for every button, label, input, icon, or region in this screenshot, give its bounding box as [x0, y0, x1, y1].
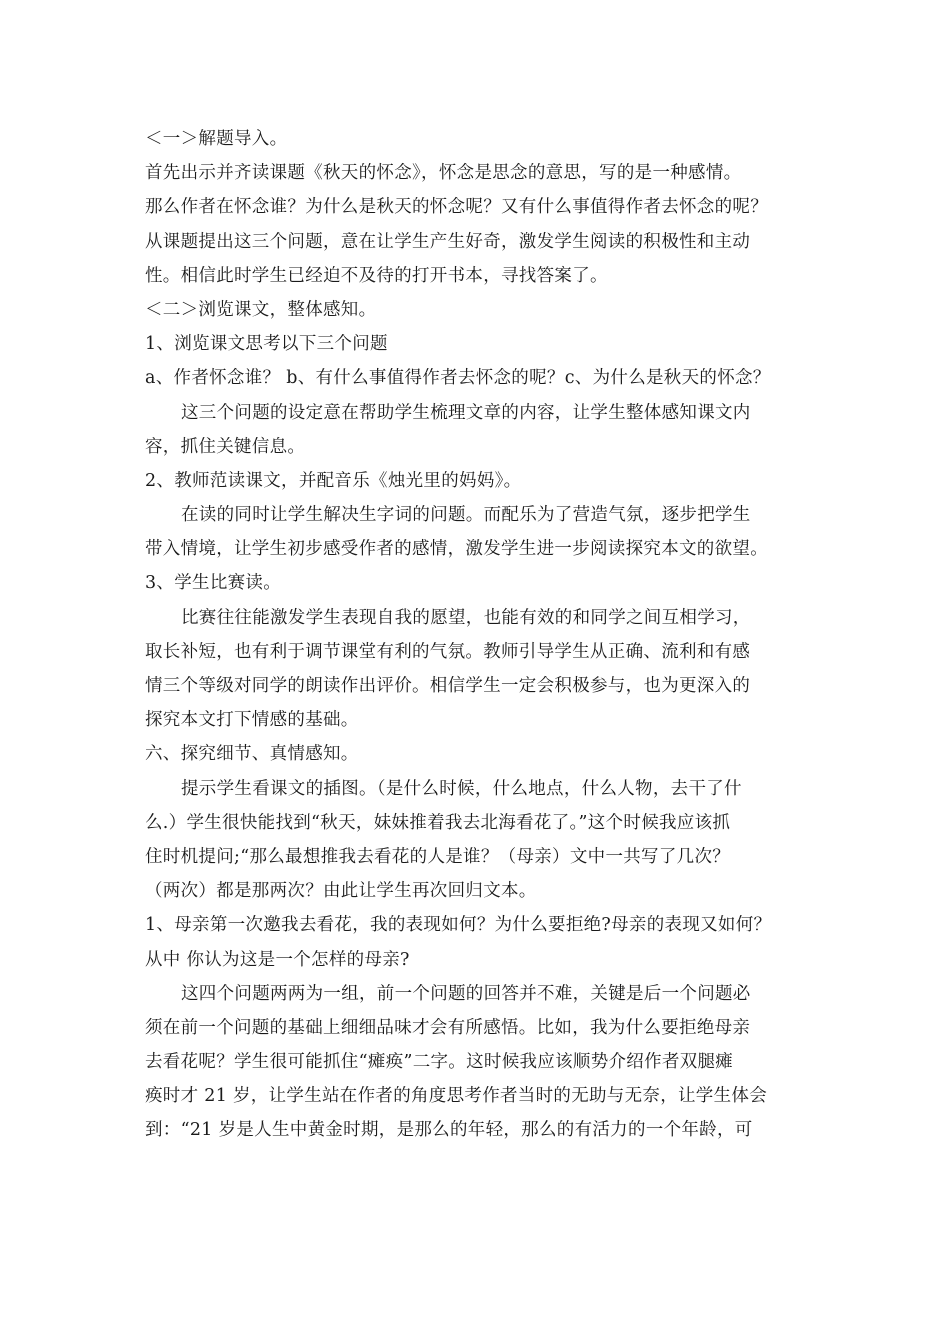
- text-line: 从课题提出这三个问题，意在让学生产生好奇，激发学生阅读的积极性和主动: [145, 231, 751, 252]
- section-heading: ＜二＞浏览课文，整体感知。: [145, 299, 377, 320]
- text-line: 痪时才 21 岁，让学生站在作者的角度思考作者当时的无助与无奈，让学生体会: [145, 1086, 767, 1107]
- text-line: 情三个等级对同学的朗读作出评价。相信学生一定会积极参与，也为更深入的: [145, 676, 751, 696]
- text-line: ＜一＞解题导入。: [145, 129, 288, 149]
- text-line: 到：“21 岁是人生中黄金时期，是那么的年轻，那么的有活力的一个年龄，可: [145, 1120, 753, 1141]
- text-line: 2、教师范读课文，并配音乐《烛光里的妈妈》。: [145, 470, 522, 491]
- section-heading: 六、探究细节、真情感知。: [145, 744, 359, 765]
- text-line: 住时机提问;“那么最想推我去看花的人是谁？（母亲）文中一共写了几次？: [145, 846, 731, 867]
- text-line: 1、母亲第一次邀我去看花，我的表现如何？为什么要拒绝?母亲的表现又如何？: [145, 915, 772, 936]
- text-line: 这四个问题两两为一组，前一个问题的回答并不难，关键是后一个问题必: [181, 983, 751, 1004]
- text-line: 那么作者在怀念谁？为什么是秋天的怀念呢？又有什么事值得作者去怀念的呢？: [145, 197, 768, 218]
- text-line: 这三个问题的设定意在帮助学生梳理文章的内容，让学生整体感知课文内: [181, 402, 751, 423]
- text-line: 1、浏览课文思考以下三个问题: [145, 334, 388, 355]
- text-line: （两次）都是那两次？由此让学生再次回归文本。: [145, 881, 537, 902]
- text-line: 去看花呢？学生很可能抓住“瘫痪”二字。这时候我应该顺势介绍作者双腿瘫: [145, 1052, 734, 1073]
- text-line: 取长补短，也有利于调节课堂有利的气氛。教师引导学生从正确、流利和有感: [145, 641, 751, 662]
- text-line: a、作者怀念谁？ b、有什么事值得作者去怀念的呢？c、为什么是秋天的怀念？: [145, 368, 771, 389]
- text-line: 带入情境，让学生初步感受作者的感情，激发学生进一步阅读探究本文的欲望。: [145, 539, 768, 560]
- text-line: 么.）学生很快能找到“秋天，妹妹推着我去北海看花了。”这个时候我应该抓: [145, 812, 731, 833]
- text-line: 首先出示并齐读课题《秋天的怀念》，怀念是思念的意思，写的是一种感情。: [145, 163, 742, 184]
- text-line: 提示学生看课文的插图。（是什么时候，什么地点，什么人物，去干了什: [181, 778, 742, 799]
- text-line: 在读的同时让学生解决生字词的问题。而配乐为了营造气氛，逐步把学生: [181, 505, 751, 526]
- text-line: 从中 你认为这是一个怎样的母亲?: [145, 949, 410, 970]
- text-line: 须在前一个问题的基础上细细品味才会有所感悟。比如，我为什么要拒绝母亲: [145, 1017, 751, 1038]
- text-line: 3、学生比赛读。: [145, 573, 282, 594]
- document-page: [145, 122, 825, 1148]
- text-line: 容，抓住关键信息。: [145, 436, 306, 457]
- text-line: 比赛往往能激发学生表现自我的愿望，也能有效的和同学之间互相学习，: [181, 607, 751, 628]
- text-line: 探究本文打下情感的基础。: [145, 710, 359, 731]
- text-line: 性。相信此时学生已经迫不及待的打开书本，寻找答案了。: [145, 265, 608, 286]
